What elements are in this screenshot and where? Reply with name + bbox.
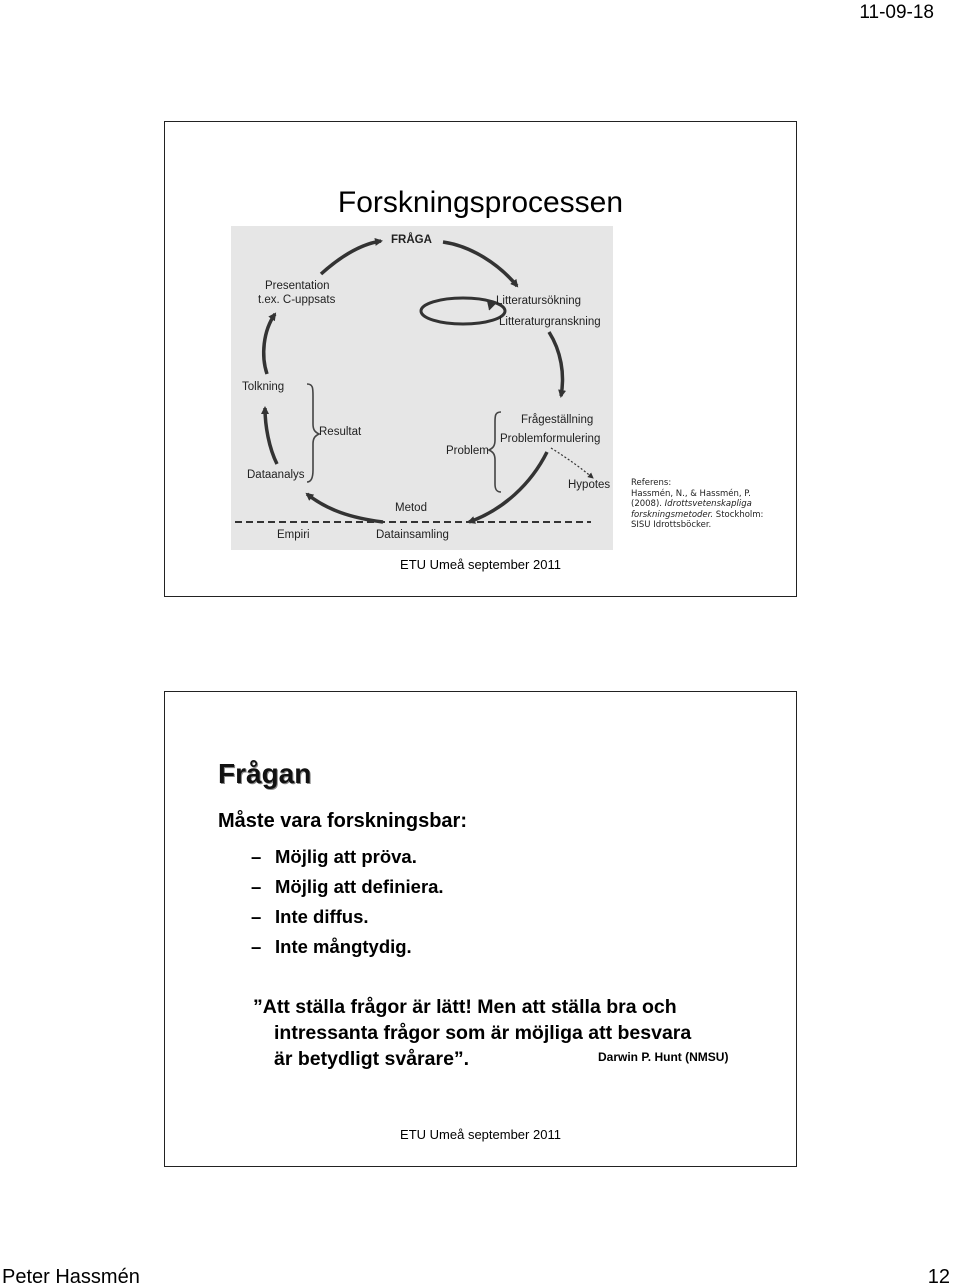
reference-line: Referens: — [631, 478, 672, 488]
bullet-list — [251, 842, 444, 962]
arrow-dataanalys-to-tolkning — [265, 408, 277, 464]
dotted-arrow-to-hypotes — [551, 448, 593, 478]
list-item: – Inte mångtydig. — [251, 936, 412, 957]
label-resultat: Resultat — [319, 426, 362, 438]
page-author: Peter Hassmén — [2, 1266, 140, 1288]
slide-research-process — [164, 121, 797, 597]
label-tolkning: Tolkning — [242, 381, 285, 393]
arrow-presentation-to-fraga — [321, 241, 381, 274]
label-metod: Metod — [395, 502, 427, 514]
label-presentation-sub: t.ex. C-uppsats — [258, 294, 336, 306]
quote-line: ”Att ställa frågor är lätt! Men att ställa bra och — [253, 996, 677, 1018]
label-problem: Problem — [446, 445, 489, 457]
arrow-litteratur-to-fragestallning — [549, 332, 563, 396]
lead-text: Måste vara forskningsbar: — [218, 810, 467, 832]
slide-fragan — [164, 691, 797, 1167]
label-problemformulering: Problemformulering — [500, 433, 601, 445]
label-fragestallning: Frågeställning — [521, 414, 594, 426]
page-date: 11-09-18 — [859, 2, 934, 23]
label-empiri: Empiri — [277, 529, 310, 541]
label-litteratursokning: Litteratursökning — [496, 295, 582, 307]
slide-footer: ETU Umeå september 2011 — [400, 1127, 561, 1142]
reference-note — [631, 478, 763, 531]
label-litteraturgranskning: Litteraturgranskning — [499, 316, 601, 328]
label-dataanalys: Dataanalys — [247, 469, 305, 481]
list-item: – Inte diffus. — [251, 906, 369, 927]
arrow-problem-to-datainsamling — [469, 452, 547, 522]
label-presentation: Presentation — [265, 280, 330, 292]
brace-resultat — [307, 384, 319, 482]
slide-footer: ETU Umeå september 2011 — [400, 557, 561, 572]
label-hypotes: Hypotes — [568, 479, 611, 491]
list-item: – Möjlig att pröva. — [251, 846, 417, 867]
arrow-tolkning-to-presentation — [264, 314, 275, 374]
slide-title: Forskningsprocessen — [337, 186, 624, 219]
label-fraga: FRÅGA — [391, 234, 432, 246]
page-number: 12 — [927, 1266, 950, 1288]
reference-line: (2008). Idrottsvetenskapliga — [631, 499, 752, 509]
quote-line: är betydligt svårare”. — [274, 1048, 470, 1070]
quote-author: Darwin P. Hunt (NMSU) — [598, 1050, 729, 1064]
reference-line: Hassmén, N., & Hassmén, P. — [631, 488, 751, 499]
reference-line: SISU Idrottsböcker. — [631, 520, 712, 530]
list-item: – Möjlig att definiera. — [251, 876, 444, 897]
quote-line: intressanta frågor som är möjliga att besvara — [274, 1022, 692, 1044]
arrow-fraga-to-litteratur — [443, 242, 517, 286]
loop-icon — [421, 298, 505, 324]
research-process-diagram — [231, 226, 613, 550]
label-datainsamling: Datainsamling — [376, 529, 449, 541]
reference-line: forskningsmetoder. Stockholm: — [631, 509, 764, 520]
arrow-metod-to-dataanalys — [307, 494, 383, 522]
slide-title: Frågan — [218, 758, 312, 789]
brace-problem — [489, 412, 501, 492]
